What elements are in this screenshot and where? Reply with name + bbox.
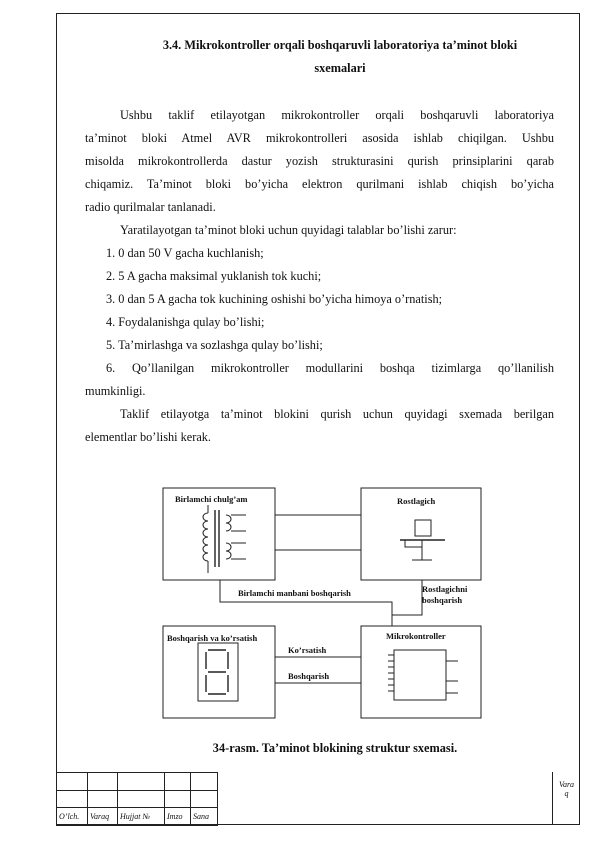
list-item: 5. Ta’mirlashga va sozlashga qulay bo’lishi; [106, 338, 323, 352]
list-item: 2. 5 A gacha maksimal yuklanish tok kuchi; [106, 269, 322, 283]
stamp-col-varaq: Varaq [88, 808, 118, 826]
title-block [56, 772, 580, 825]
display-arrow-label: Ko’rsatish [288, 645, 327, 655]
list-item: 3. 0 dan 5 A gacha tok kuchining oshishi bo’yicha himoya o’rnatish; [106, 292, 443, 306]
para1-line4: chiqamiz. Ta’minot bloki bo’yicha elektron qurilmani ishlab chiqish bo’yicha [85, 177, 554, 191]
stab-control-label-1: Rostlagichni [422, 584, 468, 594]
primary-winding-label: Birlamchi chulg’am [175, 494, 248, 504]
structure-diagram [160, 485, 485, 720]
para1-line2: ta’minot bloki Atmel AVR mikrokontrolleri asosida ishlab chiqilgan. Ushbu [85, 131, 554, 145]
stab-control-label-2: boshqarish [422, 595, 463, 605]
list-item: 1. 0 dan 50 V gacha kuchlanish; [106, 246, 264, 260]
para1-line5: radio qurilmalar tanlanadi. [85, 200, 216, 214]
stamp-col-sana: Sana [191, 808, 218, 826]
control-arrow-label: Boshqarish [288, 671, 330, 681]
para1-line3: misolda mikrokontrollerda dastur yozish strukturasini qurish prinsiplarini qarab [85, 154, 554, 168]
stamp-col-hujjat: Hujjat № [118, 808, 165, 826]
para2: Yaratilayotgan ta’minot bloki uchun quyidagi talablar bo’lishi zarur: [120, 223, 457, 237]
list-item: 4. Foydalanishga qulay bo’lishi; [106, 315, 265, 329]
section-title-line2: sxemalari [314, 61, 366, 75]
section-title [120, 34, 560, 80]
section-title-line1: 3.4. Mikrokontroller orqali boshqaruvli laboratoriya ta’minot bloki [162, 38, 518, 52]
list-item-6-line2: mumkinligi. [85, 384, 146, 398]
stabilizer-label: Rostlagich [397, 496, 436, 506]
sheet-number-cell [552, 772, 580, 825]
sheet-label-1: Vara [558, 780, 575, 789]
mcu-label: Mikrokontroller [386, 631, 446, 641]
primary-control-label: Birlamchi manbani boshqarish [238, 588, 351, 598]
figure-caption: 34-rasm. Ta’minot blokining struktur sxemasi. [212, 741, 458, 755]
sheet-label-2: q [564, 789, 569, 798]
para3-line2: elementlar bo’lishi kerak. [85, 430, 211, 444]
stamp-col-imzo: Imzo [165, 808, 191, 826]
control-display-label: Boshqarish va ko’rsatish [167, 633, 258, 643]
para3-line1: Taklif etilayotga ta’minot blokini qurish uchun quyidagi sxemada berilgan [120, 407, 554, 421]
list-item-6-line1: 6. Qo’llanilgan mikrokontroller modullarini boshqa tizimlarga qo’llanilish [106, 361, 554, 375]
para1-line1: Ushbu taklif etilayotgan mikrokontroller orqali boshqaruvli laboratoriya [120, 108, 554, 122]
stamp-col-olch: O’lch. [57, 808, 88, 826]
